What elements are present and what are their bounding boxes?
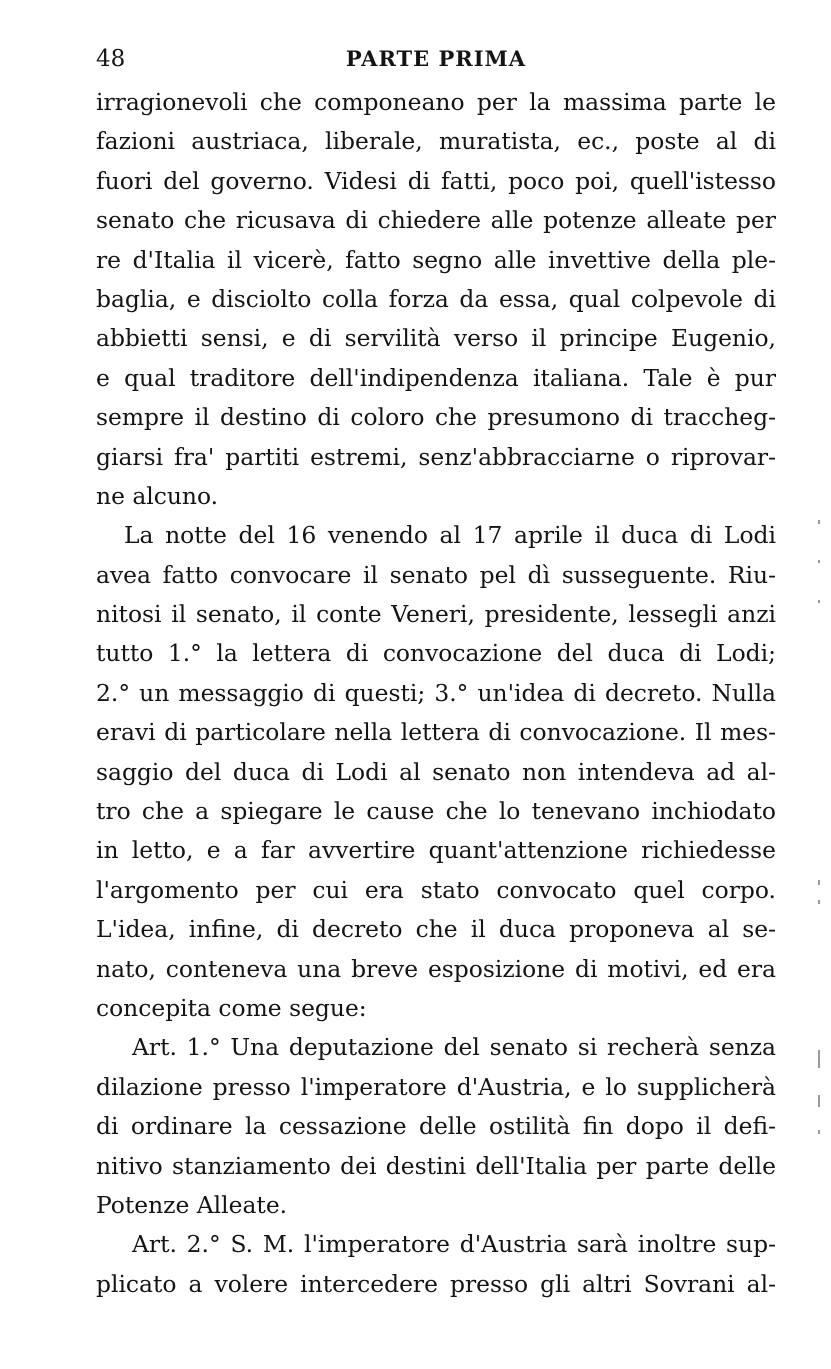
text-line: fazioni austriaca, liberale, muratista, ec., poste al di	[96, 127, 776, 156]
text-line: saggio del duca di Lodi al senato non intendeva ad al-	[96, 757, 776, 786]
margin-specks	[818, 520, 826, 1160]
running-title: PARTE PRIMA	[345, 46, 527, 71]
text-line: in letto, e a far avvertire quant'attenzione richiedesse	[96, 836, 776, 865]
text-line: nitivo stanziamento dei destini dell'Italia per parte delle	[96, 1151, 776, 1180]
article-1-line: Art. 1.° Una deputazione del senato si recherà senza	[132, 1033, 776, 1062]
text-line: dilazione presso l'imperatore d'Austria, e lo supplicherà	[96, 1072, 776, 1101]
text-line: Potenze Alleate.	[96, 1190, 288, 1219]
text-line: La notte del 16 venendo al 17 aprile il duca di Lodi	[124, 521, 776, 550]
text-line: L'idea, infine, di decreto che il duca proponeva al se-	[96, 915, 776, 944]
text-line: giarsi fra' partiti estremi, senz'abbracciarne o riprovar-	[96, 442, 776, 471]
text-line: eravi di particolare nella lettera di convocazione. Il mes-	[96, 718, 776, 747]
text-line: irragionevoli che componeano per la massima parte le	[96, 88, 776, 116]
speck	[818, 900, 820, 904]
page-number: 48	[96, 46, 126, 72]
text-line: e qual traditore dell'indipendenza italiana. Tale è pur	[96, 363, 776, 392]
article-2-line: Art. 2.° S. M. l'imperatore d'Austria sarà inoltre sup-	[132, 1230, 776, 1259]
speck	[818, 1130, 820, 1134]
page-header	[96, 46, 776, 80]
text-line: ne alcuno.	[96, 481, 219, 510]
text-line: tro che a spiegare le cause che lo tenevano inchiodato	[96, 797, 776, 826]
text-line: avea fatto convocare il senato pel dì susseguente. Riu-	[96, 560, 776, 589]
text-line: senato che ricusava di chiedere alle potenze alleate per	[96, 206, 776, 235]
text-line: nitosi il senato, il conte Veneri, presidente, lessegli anzi	[96, 600, 776, 629]
text-line: l'argomento per cui era stato convocato quel corpo.	[96, 875, 776, 904]
text-line: 2.° un messaggio di questi; 3.° un'idea di decreto. Nulla	[96, 678, 776, 707]
speck	[818, 560, 820, 563]
text-line: fuori del governo. Videsi di fatti, poco poi, quell'istesso	[96, 166, 776, 195]
text-line: tutto 1.° la lettera di convocazione del duca di Lodi;	[96, 639, 776, 668]
text-line: sempre il destino di coloro che presumono di traccheg-	[96, 403, 776, 432]
text-line: concepita come segue:	[96, 993, 367, 1022]
speck	[818, 1095, 820, 1107]
text-line: di ordinare la cessazione delle ostilità fin dopo il defi-	[96, 1112, 776, 1141]
speck	[818, 880, 820, 885]
text-line: re d'Italia il vicerè, fatto segno alle invettive della ple-	[96, 245, 776, 274]
text-line: baglia, e disciolto colla forza da essa, qual colpevole di	[96, 284, 776, 313]
body-text	[96, 83, 776, 1304]
speck	[818, 1050, 820, 1068]
speck	[818, 600, 820, 603]
text-line: abbietti sensi, e di servilità verso il principe Eugenio,	[96, 324, 776, 353]
speck	[818, 520, 820, 524]
text-line: plicato a volere intercedere presso gli altri Sovrani al-	[96, 1269, 776, 1298]
text-line: nato, conteneva una breve esposizione di motivi, ed era	[96, 954, 776, 983]
